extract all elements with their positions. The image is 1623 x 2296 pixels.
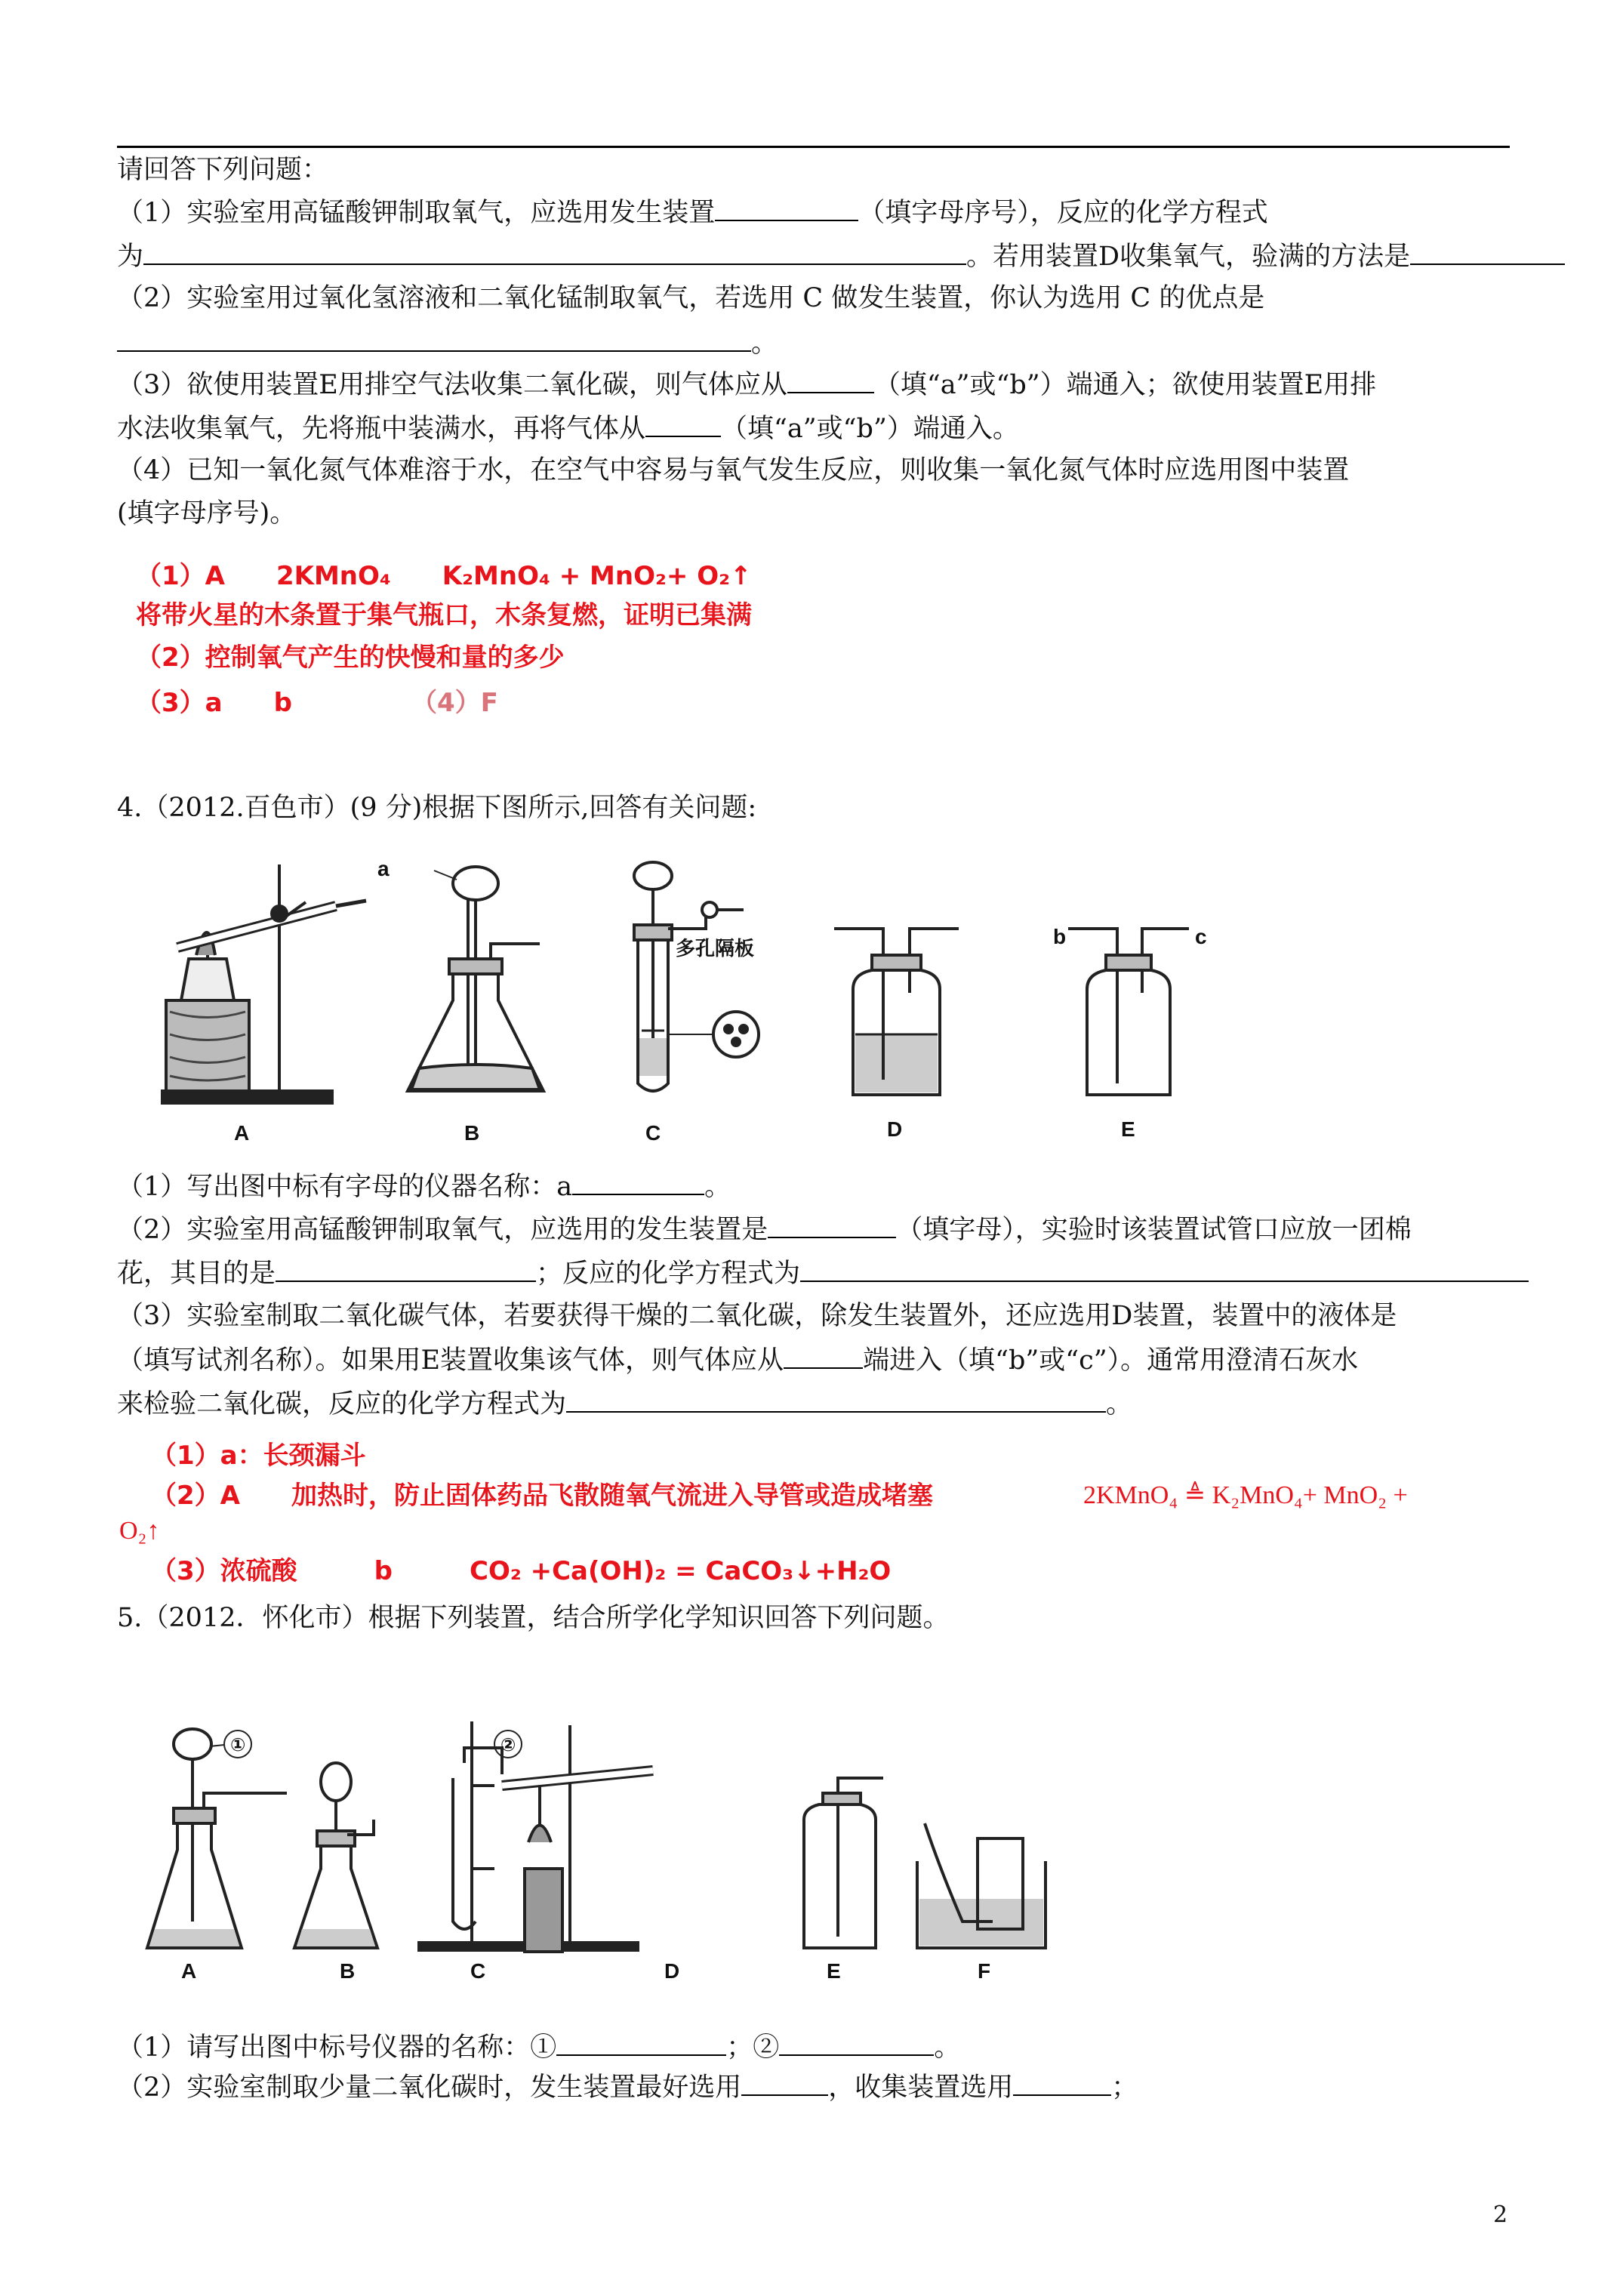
q3-p1-tail: （填字母序号），反应的化学方程式 — [858, 198, 1268, 228]
apparatus-e — [1068, 929, 1189, 1095]
q3-answer-1: （1）A 2KMnO₄ K₂MnO₄ + MnO₂+ O₂↑ — [136, 561, 752, 591]
answer-blank[interactable] — [572, 1166, 704, 1195]
q3-answer-2: （2）控制氧气产生的快慢和量的多少 — [136, 643, 565, 673]
q3-answer-1b: 将带火星的木条置于集气瓶口，木条复燃，证明已集满 — [136, 600, 752, 630]
figure-label-f: F — [978, 1959, 991, 1982]
q3-p1-line1 — [117, 193, 1268, 232]
answer-blank[interactable] — [143, 236, 966, 265]
q4-p3-tail3: 。 — [1106, 1389, 1133, 1419]
q4-p3-tail: 端进入（填“b”或“c”）。通常用澄清石灰水 — [863, 1345, 1359, 1376]
q3-p2-text: （2）实验室用过氧化氢溶液和二氧化锰制取氧气，若选用 C 做发生装置，你认为选用 C 的优点是 — [117, 283, 1265, 313]
annot-c: c — [1195, 925, 1207, 948]
annot-plate: 多孔隔板 — [676, 937, 755, 960]
intro-text — [117, 151, 328, 189]
q3-p1-line2 — [117, 236, 1565, 276]
q3-answer-4: （4）F — [411, 688, 498, 718]
q4-title-text: 4.（2012.百色市）(9 分)根据下图所示,回答有关问题: — [117, 793, 757, 823]
q3-p2-line1 — [117, 279, 1264, 317]
q3-p1-mid: 。若用装置D收集氧气，验满的方法是 — [966, 242, 1411, 272]
answer-blank[interactable] — [715, 193, 858, 221]
q5-p2 — [117, 2067, 1138, 2106]
q5-p2-tail: ； — [1111, 2073, 1138, 2103]
apparatus-a — [162, 864, 366, 1103]
q3-p4-line2 — [117, 495, 296, 532]
q3-p3-mid: （填“a”或“b”）端通入；欲使用装置E用排 — [873, 370, 1377, 400]
q5-p1-mid: ；② — [726, 2032, 780, 2063]
q4-answer-2-eq2: O₂↑ — [119, 1517, 160, 1545]
figure-label-c: C — [470, 1959, 486, 1982]
q3-p2-tail: 。 — [751, 328, 778, 359]
answer-blank[interactable] — [787, 365, 874, 393]
q3-p3-line2 — [117, 408, 1019, 448]
q5-p2-text: （2）实验室制取少量二氧化碳时，发生装置最好选用 — [117, 2073, 742, 2103]
annot-n2: ② — [500, 1735, 516, 1755]
apparatus-f — [917, 1823, 1046, 1948]
apparatus-d — [834, 929, 959, 1095]
annot-b: b — [1053, 925, 1067, 948]
answer-blank[interactable] — [800, 1253, 1529, 1282]
q4-p3-line1 — [117, 1297, 1397, 1335]
q4-p3-head: （填写试剂名称）。如果用E装置收集该气体，则气体应从 — [117, 1345, 784, 1376]
figure-label-a: A — [181, 1959, 197, 1982]
q4-p1 — [117, 1166, 731, 1206]
answer-blank[interactable] — [117, 323, 751, 352]
figure-label-d: D — [887, 1117, 903, 1141]
answer-blank[interactable] — [741, 2067, 828, 2096]
q5-title — [117, 1599, 949, 1637]
apparatus-b — [408, 867, 544, 1091]
annot-a: a — [377, 857, 390, 880]
page-number: 2 — [1493, 2202, 1508, 2228]
q5-title-text: 5.（2012．怀化市）根据下列装置，结合所学化学知识回答下列问题。 — [117, 1603, 950, 1633]
q3-p3-head: 水法收集氧气，先将瓶中装满水，再将气体从 — [117, 414, 646, 444]
apparatus-b — [294, 1763, 377, 1948]
apparatus-c — [634, 862, 759, 1091]
annot-n1: ① — [230, 1735, 246, 1755]
q3-p3-tail: （填“a”或“b”）端通入。 — [721, 414, 1019, 444]
figure-label-b: B — [464, 1121, 480, 1145]
q3-p4-text: （4）已知一氧化氮气体难溶于水，在空气中容易与氧气发生反应，则收集一氧化氮气体时应选用图中装置 — [117, 455, 1350, 485]
figure-label-b: B — [340, 1959, 356, 1982]
q5-p2-mid: ，收集装置选用 — [828, 2073, 1014, 2103]
q4-p2-line1 — [117, 1210, 1412, 1249]
intro-label: 请回答下列问题： — [117, 155, 329, 185]
figure-label-d: D — [664, 1959, 680, 1982]
q5-p1-tail: 。 — [934, 2032, 961, 2063]
answer-blank[interactable] — [556, 2027, 726, 2056]
q4-p1-text: （1）写出图中标有字母的仪器名称：a — [117, 1172, 573, 1202]
q4-p2-mid: ；反应的化学方程式为 — [536, 1259, 801, 1289]
figure-label-e: E — [1121, 1117, 1135, 1141]
q4-p2-head: 花，其目的是 — [117, 1259, 276, 1289]
q4-answer-2: （2）A 加热时，防止固体药品飞散随氧气流进入导管或造成堵塞 — [151, 1481, 933, 1511]
q4-answer-2-eq: 2KMnO₄ ≜ K₂MnO₄+ MnO₂ + — [1083, 1481, 1408, 1509]
figure-label-c: C — [645, 1121, 661, 1145]
q3-p1-text: （1）实验室用高锰酸钾制取氧气，应选用发生装置 — [117, 198, 716, 228]
answer-blank[interactable] — [566, 1384, 1106, 1413]
q4-p3-text: （3）实验室制取二氧化碳气体，若要获得干燥的二氧化碳，除发生装置外，还应选用D装置，装置中的液体是 — [117, 1301, 1397, 1331]
answer-blank[interactable] — [784, 1340, 863, 1369]
q4-answer-1: （1）a：长颈漏斗 — [151, 1441, 366, 1471]
q3-p4-text2: (填字母序号)。 — [117, 498, 297, 529]
header-rule — [117, 146, 1510, 148]
q4-answer-3: （3）浓硫酸 b CO₂ +Ca(OH)₂ = CaCO₃↓+H₂O — [151, 1556, 892, 1586]
answer-blank[interactable] — [276, 1253, 536, 1282]
answer-blank[interactable] — [779, 2027, 934, 2056]
apparatus-d — [494, 1725, 653, 1952]
q4-p2-line2 — [117, 1253, 1529, 1293]
apparatus-e — [804, 1778, 883, 1948]
q5-p1 — [117, 2027, 960, 2066]
figure-label-a: A — [234, 1121, 250, 1145]
q3-p1-head: 为 — [117, 242, 144, 272]
answer-blank[interactable] — [1410, 236, 1565, 265]
answer-blank[interactable] — [1013, 2067, 1111, 2096]
q5-p1-text: （1）请写出图中标号仪器的名称：① — [117, 2032, 557, 2063]
q4-title — [117, 789, 756, 827]
q3-answer-3: （3）a b — [136, 688, 292, 718]
q3-p4-line1 — [117, 451, 1349, 489]
q4-p3-head3: 来检验二氧化碳，反应的化学方程式为 — [117, 1389, 567, 1419]
q4-p3-line2 — [117, 1340, 1358, 1379]
q3-p2-line2 — [117, 323, 778, 362]
answer-blank[interactable] — [645, 408, 721, 437]
q4-p3-line3 — [117, 1384, 1132, 1423]
q3-p3-text: （3）欲使用装置E用排空气法收集二氧化碳，则气体应从 — [117, 370, 787, 400]
figure-label-e: E — [827, 1959, 841, 1982]
q4-p2-tail: （填字母），实验时该装置试管口应放一团棉 — [896, 1215, 1412, 1245]
q3-p3-line1 — [117, 365, 1376, 404]
q4-p1-tail: 。 — [704, 1172, 731, 1202]
apparatus-a — [147, 1729, 287, 1948]
q4-apparatus-figure — [147, 849, 1264, 1148]
q4-p2-text: （2）实验室用高锰酸钾制取氧气，应选用的发生装置是 — [117, 1215, 768, 1245]
answer-blank[interactable] — [768, 1210, 896, 1238]
q5-apparatus-figure — [140, 1718, 1113, 1982]
